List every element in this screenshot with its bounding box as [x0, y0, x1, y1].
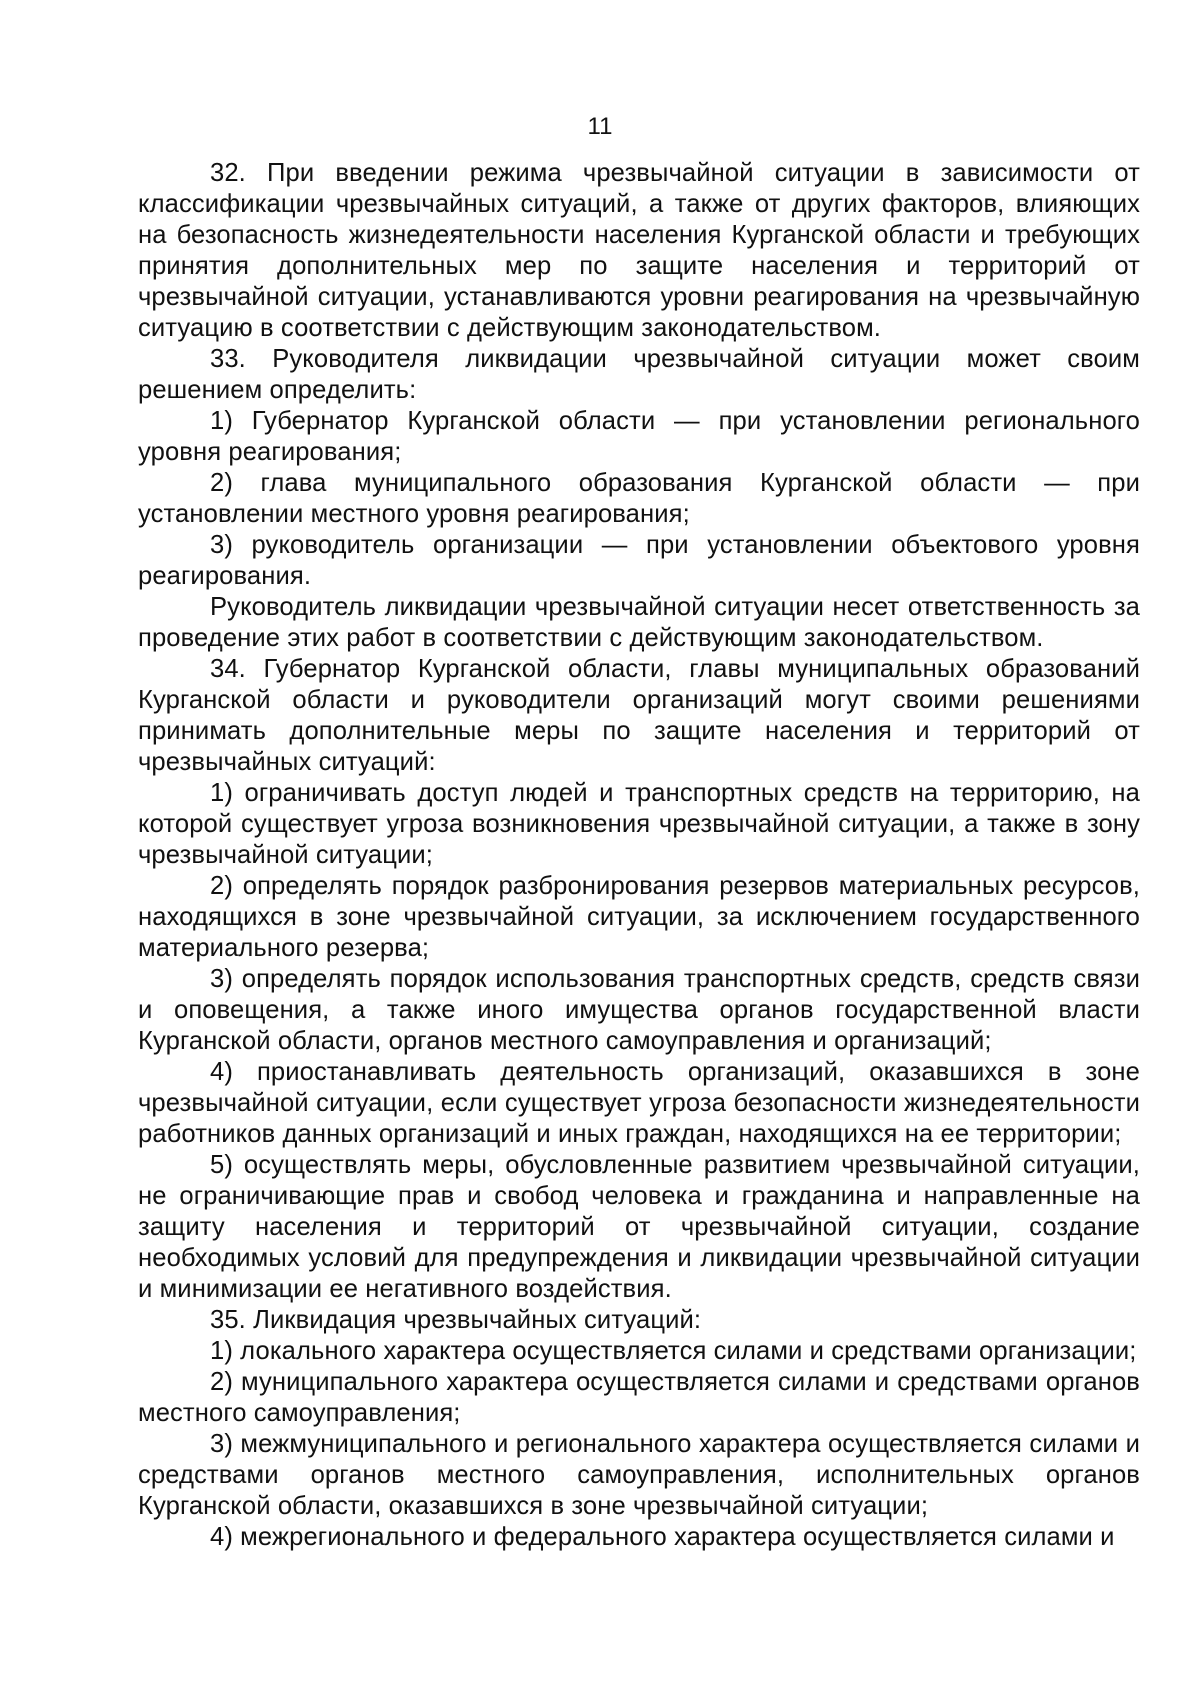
paragraph-35-item-1: 1) локального характера осуществляется силами и средствами организации;: [210, 1337, 1137, 1365]
paragraph-33-item-1: 1) Губернатор Курганской области — при установлении регионального уровня реагирования;: [138, 407, 1140, 466]
paragraph-35-item-4: 4) межрегионального и федерального характера осуществляется силами и: [210, 1523, 1115, 1551]
paragraph-34-item-4: 4) приостанавливать деятельность организаций, оказавшихся в зоне чрезвычайной ситуации, если существует угроза безопасности жизнедеятельности работников данных организаций и иных граждан, находящихся на ее территории;: [138, 1058, 1140, 1148]
document-body: [138, 158, 1140, 1553]
paragraph-33-item-2: 2) глава муниципального образования Курганской области — при установлении местного уровня реагирования;: [138, 469, 1140, 528]
paragraph-34-item-2: 2) определять порядок разбронирования резервов материальных ресурсов, находящихся в зоне чрезвычайной ситуации, за исключением государственного материального резерва;: [138, 872, 1140, 962]
paragraph-33-item-3: 3) руководитель организации — при установлении объектового уровня реагирования.: [138, 531, 1140, 590]
paragraph-33-responsibility: Руководитель ликвидации чрезвычайной ситуации несет ответственность за проведение этих работ в соответствии с действующим законодательством.: [138, 593, 1140, 652]
paragraph-32: 32. При введении режима чрезвычайной ситуации в зависимости от классификации чрезвычайных ситуаций, а также от других факторов, влияющих на безопасность жизнедеятельности населения Курганской области и требующих принятия дополнительных мер по защите населения и территорий от чрезвычайной ситуации, устанавливаются уровни реагирования на чрезвычайную ситуацию в соответствии с действующим законодательством.: [138, 159, 1140, 342]
paragraph-34-item-3: 3) определять порядок использования транспортных средств, средств связи и оповещения, а также иного имущества органов государственной власти Курганской области, органов местного самоуправления и организаций;: [138, 965, 1140, 1055]
paragraph-34-item-1: 1) ограничивать доступ людей и транспортных средств на территорию, на которой существует угроза возникновения чрезвычайной ситуации, а также в зону чрезвычайной ситуации;: [138, 779, 1140, 869]
paragraph-33: 33. Руководителя ликвидации чрезвычайной ситуации может своим решением определить:: [138, 345, 1140, 404]
paragraph-34: 34. Губернатор Курганской области, главы муниципальных образований Курганской области и руководители организаций могут своими решениями принимать дополнительные меры по защите населения и территорий от чрезвычайных ситуаций:: [138, 655, 1140, 776]
paragraph-35-item-3: 3) межмуниципального и регионального характера осуществляется силами и средствами органов местного самоуправления, исполнительных органов Курганской области, оказавшихся в зоне чрезвычайной ситуации;: [138, 1430, 1140, 1520]
paragraph-35: 35. Ликвидация чрезвычайных ситуаций:: [210, 1306, 702, 1334]
paragraph-35-item-2: 2) муниципального характера осуществляется силами и средствами органов местного самоуправления;: [138, 1368, 1140, 1427]
page-number: 11: [587, 113, 613, 140]
paragraph-34-item-5: 5) осуществлять меры, обусловленные развитием чрезвычайной ситуации, не ограничивающие прав и свобод человека и гражданина и направленные на защиту населения и территорий от чрезвычайной ситуации, создание необходимых условий для предупреждения и ликвидации чрезвычайной ситуации и минимизации ее негативного воздействия.: [138, 1151, 1140, 1303]
